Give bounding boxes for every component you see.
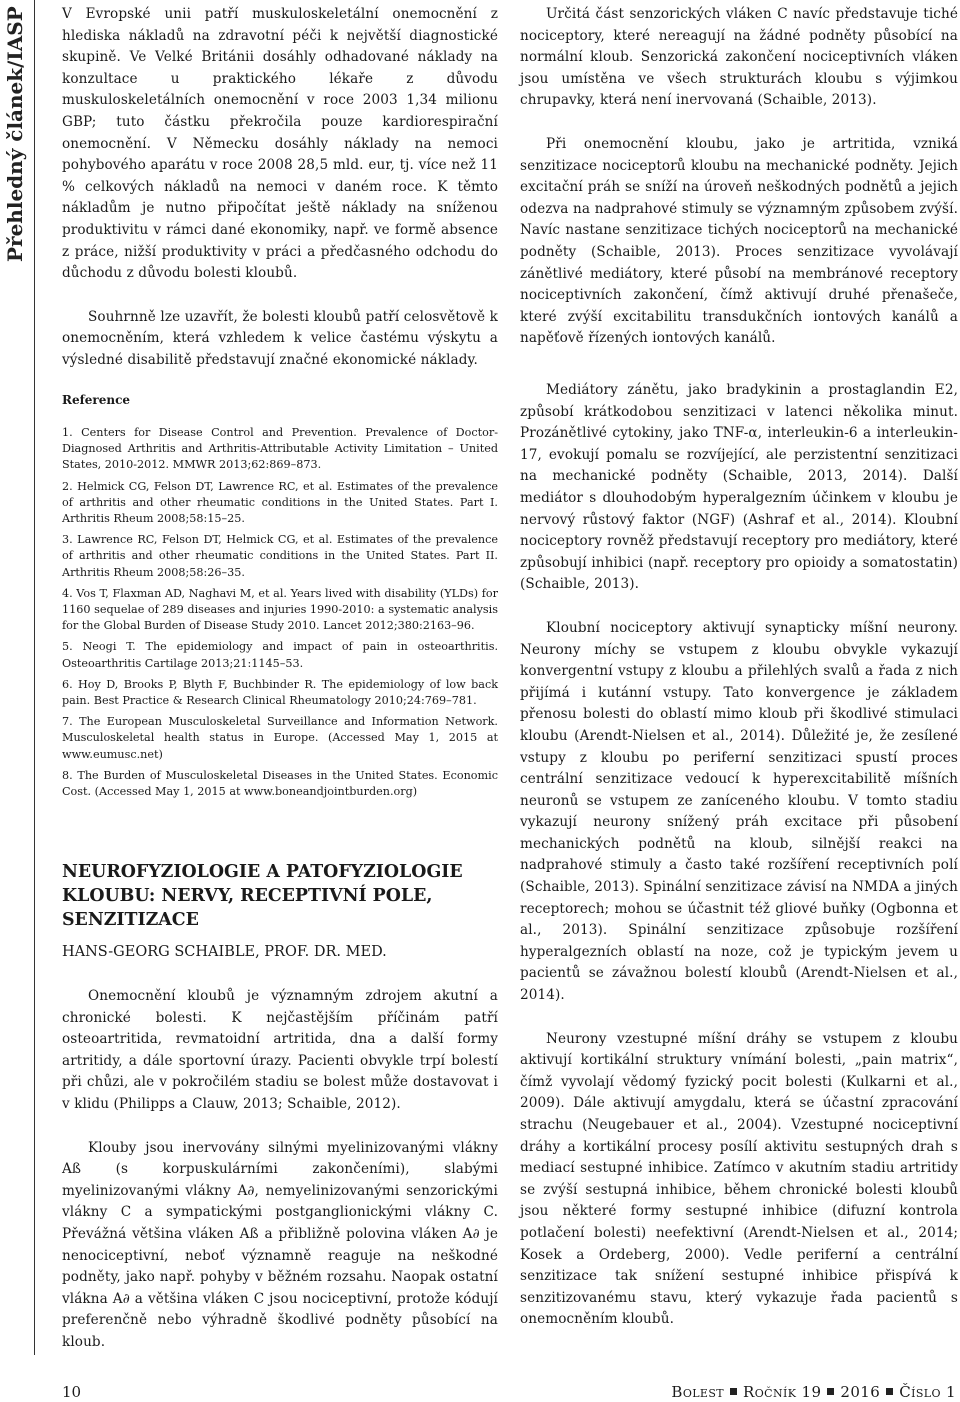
reference-item: 3. Lawrence RC, Felson DT, Helmick CG, et al. Estimates of the prevalence of arthritis and other rheumatic conditions in the United States. Part II. Arthritis Rheum 2008;58:26–35. [62, 533, 498, 579]
journal-name: Bolest [671, 1383, 725, 1401]
paragraph: Určitá část senzorických vláken C navíc představuje tiché nociceptory, které nereagují na žádné podněty působící na normální kloub. Senzorická zakončení nociceptivních vláken jsou umístěna ve všech strukturách kloubu s výjimkou chrupavky, která není inervovaná (Schaible, 2013). [520, 6, 958, 109]
journal-footer [671, 1383, 956, 1401]
reference-item: 8. The Burden of Musculoskeletal Diseases in the United States. Economic Cost. (Accessed May 1, 2015 at www.boneandjointburden.org) [62, 768, 498, 799]
journal-volume: Ročník 19 [743, 1383, 822, 1401]
paragraph: Onemocnění kloubů je významným zdrojem akutní a chronické bolesti. K nejčastějším příčinám patří osteoartritida, revmatoidní artritida, dna a další formy artritidy, a dále sportovní úrazy. Pacienti obvykle trpí bolestí při chůzi, ale v pokročilém stadiu se bolest může dostavovat i v klidu (Philipps a Clauw, 2013; Schaible, 2012). [62, 988, 498, 1112]
separator-square [886, 1388, 893, 1395]
separator-square [730, 1388, 737, 1395]
journal-year: 2016 [840, 1383, 881, 1401]
paragraph: Kloubní nociceptory aktivují synapticky míšní neurony. Neurony míchy se vstupem z kloubu obvykle vykazují konvergentní vstupy z kloubu a přilehlých svalů a řada z nich přijímá i kutánní vstupy. Tato konvergence je základem přenosu bolesti do oblastí mimo kloub při škodlivé stimulaci kloubu (Arendt-Nielsen et al., 2014). Důležité je, že zesílené vstupy z kloubu po periferní senzitizaci spustí proces centrální senzitizace vedoucí k hyperexcitabilitě míšních neuronů se vstupem ze zaníceného kloubu. V tomto stadiu vykazují neurony snížený práh excitace při působení mechanických podnětů na kloub, silnější reakci na nadprahové stimuly a často také rozšíření receptivních polí (Schaible, 2013). Spinální senzitizace závisí na NMDA a jiných receptorech; mohou se účastnit též gliové buňky (Ogbonna et al., 2013). Spinální senzitizace způsobuje rozšíření hyperalgezních oblastí na noze, což je typickým jevem u pacientů se závažnou bolestí kloubů (Arendt-Nielsen et al., 2014). [520, 619, 959, 1004]
separator-square [827, 1388, 834, 1395]
paragraph: Neurony vzestupné míšní dráhy se vstupem z kloubu aktivují kortikální struktury vnímání bolesti, „pain matrix“, čímž vyvolají vědomý fyzický pocit bolesti (Kulkarni et al., 2009). Dále aktivují amygdalu, která se účastní zpracování strachu (Neugebauer et al., 2004). Vzestupné nociceptivní dráhy a kortikální procesy posílí aktivitu sestupných drah s mediací sestupné inhibice. Zatímco v akutním stadiu artritidy se zvýší sestupná inhibice, během chronické bolesti kloubů jsou některé formy sestupné inhibice (difuzní kontrola potlačení bolesti) neefektivní (Arendt-Nielsen et al., 2014; Kosek a Ordeberg, 2000). Vedle periferní a centrální senzitizace tak snížení sestupné inhibice přispívá k senzitizovanému stavu, který vykazuje řada pacientů s onemocněním kloubů. [520, 1030, 958, 1328]
reference-item: 1. Centers for Disease Control and Prevention. Prevalence of Doctor-Diagnosed Arthritis and Arthritis-Attributable Activity Limitation – United States, 2010-2012. MMWR 2013;62:869–873. [62, 426, 498, 472]
paragraph: Při onemocnění kloubu, jako je artritida, vzniká senzitizace nociceptorů kloubu na mechanické podněty. Jejich excitační práh se sníží na úroveň neškodných podnětů a jejich odezva na nadprahové stimuly se významným způsobem zvýší. Navíc nastane senzitizace tichých nociceptorů na mechanické podněty (Schaible, 2013). Proces senzitizace vyvolávají zánětlivé mediátory, které působí na membránové receptory nociceptivních zakončení, čímž aktivují druhé přenašeče, které zvýší excitabilitu transdukčních iontových kanálů a napěťově řízených iontových kanálů. [520, 135, 958, 347]
reference-item: 4. Vos T, Flaxman AD, Naghavi M, et al. Years lived with disability (YLDs) for 1160 sequelae of 289 diseases and injuries 1990-2010: a systematic analysis for the Global Burden of Disease Study 2010. Lancet 2012;380:2163–96. [62, 586, 498, 633]
paragraph: Souhrnně lze uzavřít, že bolesti kloubů patří celosvětově k onemocněním, která vzhledem k velice častému výskytu a výsledné disabilitě představují značné ekonomické náklady. [62, 308, 498, 368]
paragraph: V Evropské unii patří muskuloskeletální onemocnění z hlediska nákladů na zdravotní péči k největší diagnostické skupině. Ve Velké Británii dosáhly odhadované náklady na konzultace u praktického lékaře z důvodu muskuloskeletálních onemocnění v roce 2003 1,34 milionu GBP; tuto částku překročila pouze kardiorespirační onemocnění. V Německu dosáhly náklady na nemoci pohybového aparátu v roce 2008 28,5 mld. eur, tj. více než 11 % celkových nákladů na nemoci v daném roce. K těmto nákladům je nutno připočítat ještě náklady na sníženou produktivitu v rámci dané ekonomiky, např. ve formě absence z práce, nižší produktivity v práci a předčasného odchodu do důchodu z důvodu bolesti kloubů. [62, 6, 498, 282]
author: HANS-GEORG SCHAIBLE, PROF. DR. MED. [62, 944, 387, 960]
paragraph: Mediátory zánětu, jako bradykinin a prostaglandin E2, způsobí krátkodobou senzitizaci v latenci několika minut. Prozánětlivé cytokiny, jako TNF-α, interleukin-6 a interleukin-17, evokují pomalu se rozvíjející, ale perzistentní senzitizaci na mechanické podněty (Schaible, 2013, 2014). Další mediátor s dlouhodobým hyperalgezním účinkem v kloubu je nervový růstový faktor (NGF) (Ashraf et al., 2014). Kloubní nociceptory rovněž představují receptory pro mediátory, které způsobují inhibici (např. receptory pro opioidy a somatostatin) (Schaible, 2013). [520, 382, 958, 593]
paragraph: Klouby jsou inervovány silnými myelinizovanými vlákny Aß (s korpuskulárními zakončeními), slabými myelinizovanými vlákny A∂, nemyelinizovanými senzorickými vlákny C a sympatickými postganglionickými vlákny C. Převážná většina vláken Aß a přibližně polovina vláken A∂ je nenociceptivní, neboť významně reaguje na neškodné podněty, jako např. pohyby v běžném rozsahu. Naopak ostatní vlákna A∂ a většina vláken C jsou nociceptivní, protože kódují preferenčně nebo výhradně škodlivé podněty působící na kloub. [62, 1139, 498, 1350]
page-number: 10 [62, 1383, 82, 1401]
reference-item: 6. Hoy D, Brooks P, Blyth F, Buchbinder R. The epidemiology of low back pain. Best Practice & Research Clinical Rheumatology 2010;24:769–781. [62, 677, 498, 708]
section-title: NEUROFYZIOLOGIE A PATOFYZIOLOGIE KLOUBU: NERVY, RECEPTIVNÍ POLE, SENZITIZACE [62, 862, 463, 930]
references [62, 393, 498, 805]
right-column-bottom [520, 380, 958, 1331]
reference-item: 7. The European Musculoskeletal Surveillance and Information Network. Musculoskeletal health status in Europe. (Accessed May 1, 2015 at www.eumusc.net) [62, 715, 498, 761]
journal-issue: Číslo 1 [899, 1383, 956, 1401]
reference-item: 5. Neogi T. The epidemiology and impact of pain in osteoarthritis. Osteoarthritis Cartilage 2013;21:1145–53. [62, 640, 498, 670]
sidebar-strip [0, 0, 35, 1355]
right-column-top [520, 4, 958, 350]
left-column-top [62, 4, 498, 372]
references-title: Reference [62, 393, 131, 407]
section-label: Přehledný článek/IASP [3, 6, 27, 262]
left-column-bottom [62, 986, 498, 1354]
reference-item: 2. Helmick CG, Felson DT, Lawrence RC, et al. Estimates of the prevalence of arthritis and other rheumatic conditions in the United States. Part I. Arthritis Rheum 2008;58:15–25. [62, 479, 498, 526]
